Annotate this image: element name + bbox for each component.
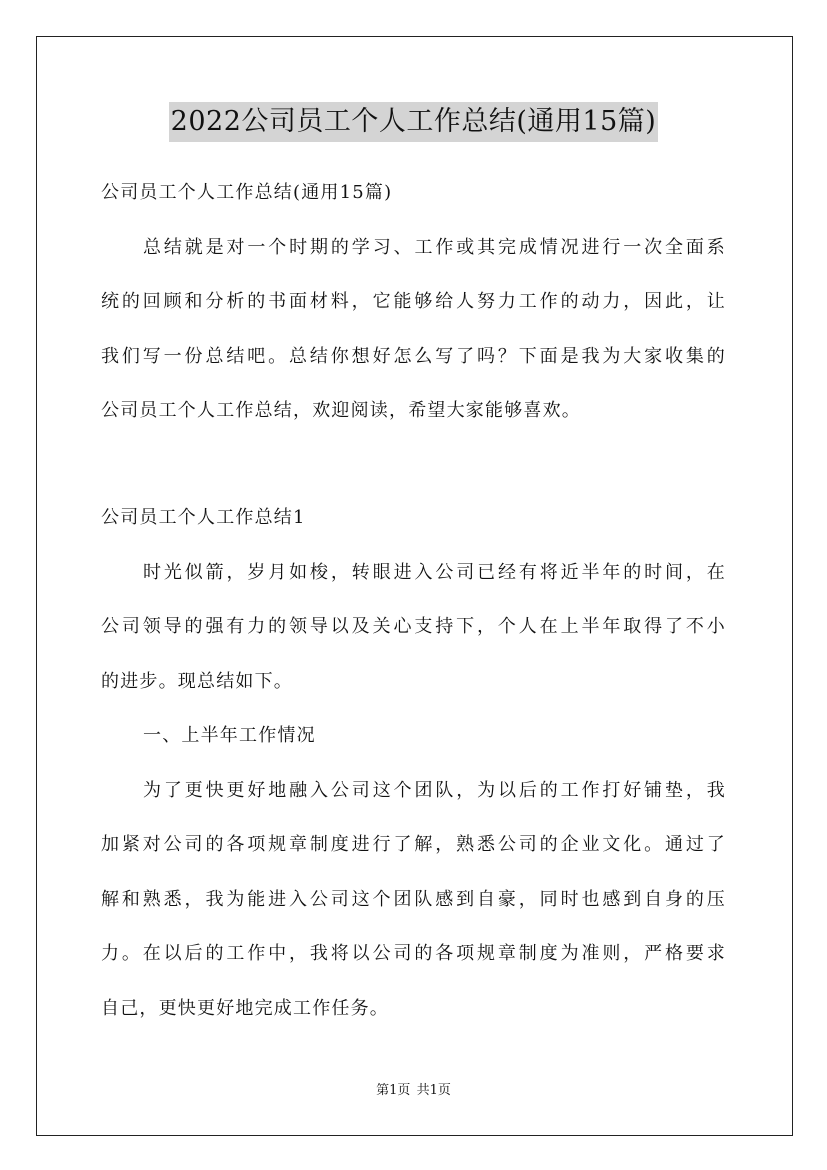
section-heading: 公司员工个人工作总结1: [101, 507, 306, 528]
document-body-top: [101, 166, 726, 439]
intro-line-3: 我们写一份总结吧。总结你想好怎么写了吗？下面是我为大家收集的: [101, 345, 726, 367]
document-subtitle: 公司员工个人工作总结(通用15篇): [101, 182, 393, 203]
para2-line-5: 自己，更快更好地完成工作任务。: [101, 997, 389, 1019]
section-subheading: 一、上半年工作情况: [143, 725, 316, 746]
page-number: 第1页: [376, 1083, 411, 1098]
para2-line-3: 解和熟悉，我为能进入公司这个团队感到自豪，同时也感到自身的压: [101, 888, 726, 910]
para2-line-4: 力。在以后的工作中，我将以公司的各项规章制度为准则，严格要求: [101, 943, 726, 964]
document-title: 2022公司员工个人工作总结(通用15篇): [0, 100, 827, 142]
para1-line-3: 的进步。现总结如下。: [101, 670, 293, 692]
para1-line-1: 时光似箭，岁月如梭，转眼进入公司已经有将近半年的时间，在: [143, 561, 726, 583]
para2-line-2: 加紧对公司的各项规章制度进行了解，熟悉公司的企业文化。通过了: [101, 834, 726, 855]
page-footer: [0, 1082, 827, 1100]
page-total: 共1页: [416, 1083, 451, 1098]
intro-line-2: 统的回顾和分析的书面材料，它能够给人努力工作的动力，因此，让: [101, 291, 726, 312]
intro-line-1: 总结就是对一个时期的学习、工作或其完成情况进行一次全面系: [143, 236, 726, 258]
intro-line-4: 公司员工个人工作总结，欢迎阅读，希望大家能够喜欢。: [101, 400, 581, 421]
document-body-section1: [101, 491, 726, 1036]
para2-line-1: 为了更快更好地融入公司这个团队，为以后的工作打好铺垫，我: [143, 779, 726, 801]
para1-line-2: 公司领导的强有力的领导以及关心支持下，个人在上半年取得了不小: [101, 616, 726, 637]
